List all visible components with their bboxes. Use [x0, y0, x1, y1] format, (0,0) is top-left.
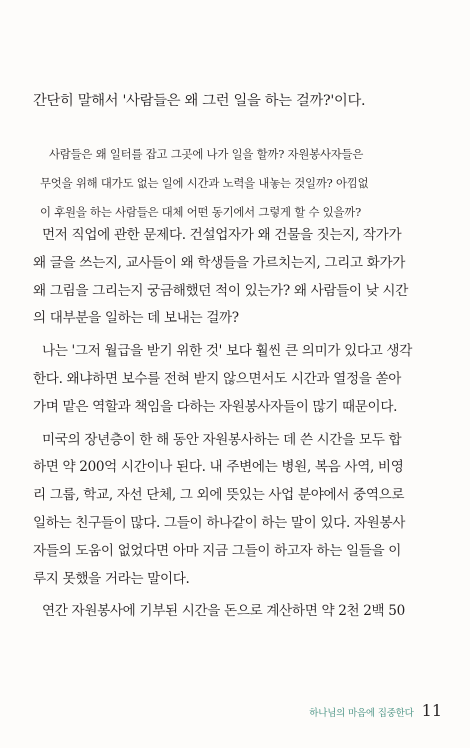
page-number: 11 — [421, 701, 442, 720]
text-line: 연간 자원봉사에 기부된 시간을 돈으로 계산하면 약 2천 2백 50 — [42, 603, 405, 620]
text-line: 나는 '그저 월급을 받기 위한 것' 보다 훨씬 큰 의미가 있다고 생각 — [42, 343, 412, 360]
running-title: 하나님의 마음에 집중한다 — [309, 708, 414, 719]
text-line: 한다. 왜냐하면 보수를 전혀 받지 않으면서도 시간과 열정을 쏟아 — [33, 370, 402, 387]
text-line: 먼저 직업에 관한 문제다. 건설업자가 왜 건물을 짓는지, 작가가 — [42, 227, 402, 243]
quoted-questions — [40, 140, 440, 227]
text-line: 왜 그림을 그리는지 궁금해했던 적이 있는가? 왜 사람들이 낮 시간 — [33, 282, 408, 299]
text-line: 하면 약 200억 시간이나 된다. 내 주변에는 병원, 복음 사역, 비영 — [33, 459, 404, 476]
text-line: 리 그룹, 학교, 자선 단체, 그 외에 뜻있는 사업 분야에서 중역으로 — [33, 487, 405, 504]
quote-line: 무엇을 위해 대가도 없는 일에 시간과 노력을 내놓는 것일까? 아낌없 — [40, 176, 369, 190]
quote-line: 사람들은 왜 일터를 잡고 그곳에 나가 일을 할까? 자원봉사자들은 — [49, 147, 364, 161]
text-line: 의 대부분을 일하는 데 보내는 걸까? — [33, 310, 239, 327]
text-line: 미국의 장년층이 한 해 동안 자원봉사하는 데 쓴 시간을 모두 합 — [42, 431, 402, 448]
paragraph-value — [33, 598, 443, 626]
page-footer — [309, 701, 442, 720]
text-line: 왜 글을 쓰는지, 교사들이 왜 학생들을 가르치는지, 그리고 화가가 — [33, 254, 406, 271]
text-line: 일하는 친구들이 많다. 그들이 하나같이 하는 말이 있다. 자원봉사 — [33, 514, 406, 531]
lead-sentence: 간단히 말해서 '사람들은 왜 그런 일을 하는 걸까?'이다. — [33, 93, 366, 109]
text-line: 가며 맡은 역할과 책임을 다하는 자원봉사자들이 많기 때문이다. — [33, 398, 398, 415]
paragraph-volunteers — [33, 427, 443, 594]
text-line: 루지 못했을 거라는 말이다. — [33, 570, 190, 587]
paragraph-meaning — [33, 338, 443, 421]
paragraph-work — [33, 222, 443, 333]
text-line: 자들의 도움이 없었다면 아마 지금 그들이 하고자 하는 일들을 이 — [33, 542, 402, 559]
body-text — [33, 222, 443, 631]
quote-line: 이 후원을 하는 사람들은 대체 어떤 동기에서 그렇게 할 수 있을까? — [40, 205, 362, 219]
